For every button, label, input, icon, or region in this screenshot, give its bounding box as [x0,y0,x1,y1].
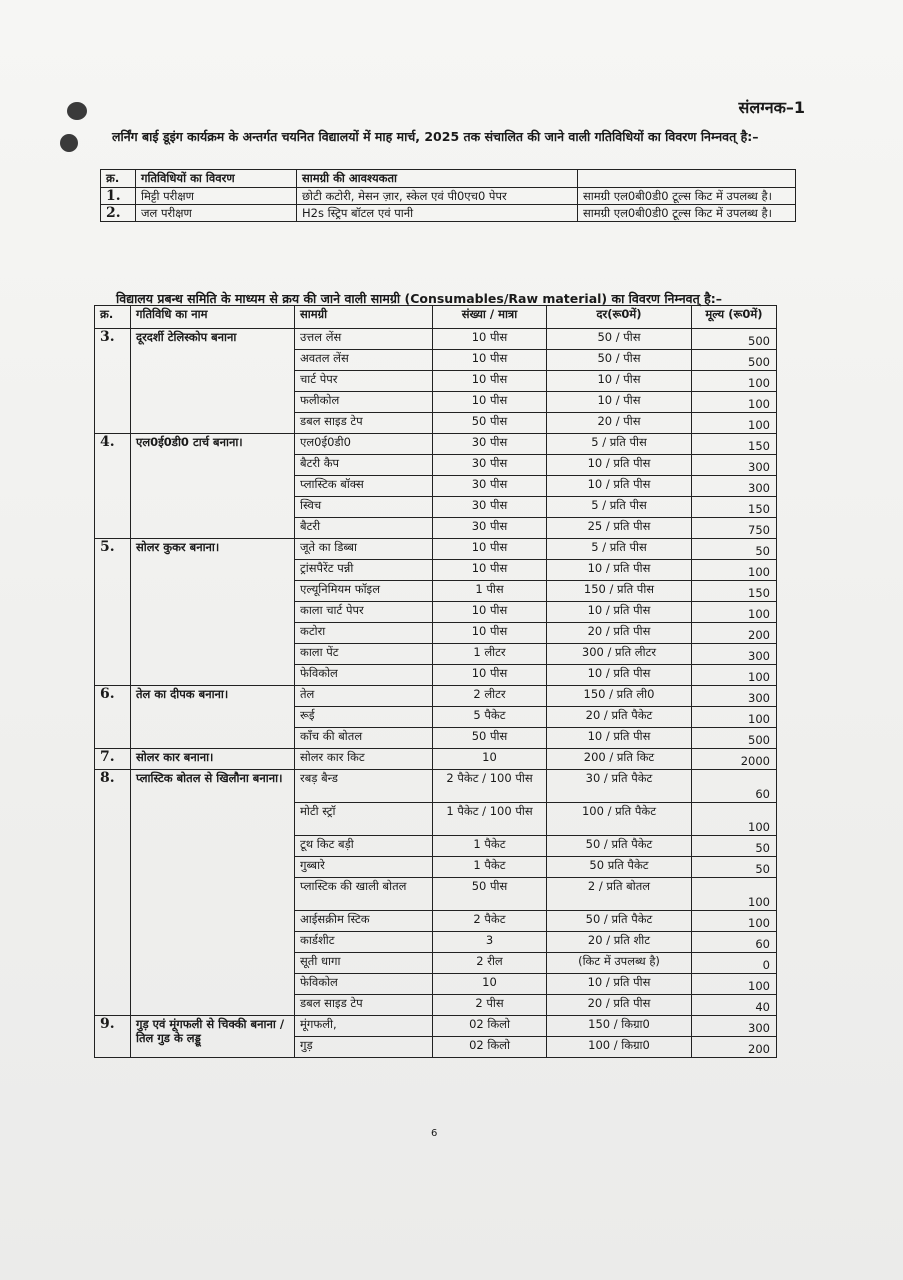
row-qty: 50 पीस [433,413,547,434]
row-material: रबड़ बैन्ड [295,770,433,803]
row-rate: 50 / प्रति पैकेट [547,911,692,932]
row-rate: 20 / प्रति पैकेट [547,707,692,728]
row-rate: 20 / प्रति शीट [547,932,692,953]
page-number: 6 [431,1128,438,1139]
table-row [95,434,777,455]
row-qty: 10 [433,974,547,995]
row-qty: 2 पीस [433,995,547,1016]
table-row [95,1016,777,1037]
row-activity: मिट्टी परीक्षण [136,188,297,205]
row-value: 500 [692,728,777,749]
row-value: 150 [692,497,777,518]
row-rate: 10 / प्रति पीस [547,665,692,686]
row-rate: 100 / किग्रा0 [547,1037,692,1058]
row-value: 60 [692,770,777,803]
row-qty: 3 [433,932,547,953]
row-qty: 10 पीस [433,329,547,350]
row-qty: 1 लीटर [433,644,547,665]
row-rate: 50 प्रति पैकेट [547,857,692,878]
row-value: 60 [692,932,777,953]
row-value: 0 [692,953,777,974]
header-material: सामग्री [295,306,433,329]
row-num: 4. [95,434,131,539]
row-value: 100 [692,560,777,581]
row-material: बैटरी कैप [295,455,433,476]
row-value: 300 [692,476,777,497]
row-value: 40 [692,995,777,1016]
row-qty: 30 पीस [433,455,547,476]
table-row [101,205,796,222]
row-qty: 30 पीस [433,476,547,497]
row-qty: 1 पैकेट [433,836,547,857]
table-row [101,188,796,205]
header-activity: गतिविधियों का विवरण [136,170,297,188]
row-qty: 10 पीस [433,560,547,581]
punch-hole [60,134,78,152]
row-num: 2. [101,205,136,222]
row-rate: 10 / प्रति पीस [547,728,692,749]
row-material: एल0ई0डी0 [295,434,433,455]
row-material: उत्तल लेंस [295,329,433,350]
row-qty: 2 पैकेट / 100 पीस [433,770,547,803]
row-value: 500 [692,350,777,371]
row-rate: 10 / प्रति पीस [547,476,692,497]
row-qty: 2 पैकेट [433,911,547,932]
row-value: 100 [692,665,777,686]
row-material: चार्ट पेपर [295,371,433,392]
row-qty: 02 किलो [433,1016,547,1037]
row-value: 150 [692,581,777,602]
row-material: एल्यूनिमियम फॉइल [295,581,433,602]
row-num: 7. [95,749,131,770]
row-material: डबल साइड टेप [295,413,433,434]
row-qty: 30 पीस [433,518,547,539]
row-value: 200 [692,623,777,644]
annex-label: संलग्नक–1 [738,98,805,117]
row-value: 100 [692,878,777,911]
row-qty: 30 पीस [433,497,547,518]
row-value: 300 [692,455,777,476]
row-rate: 5 / प्रति पीस [547,434,692,455]
row-num: 9. [95,1016,131,1058]
row-rate: 300 / प्रति लीटर [547,644,692,665]
row-qty: 10 पीस [433,350,547,371]
row-rate: 10 / प्रति पीस [547,602,692,623]
row-material: कटोरा [295,623,433,644]
row-rate: 200 / प्रति किट [547,749,692,770]
row-rate: 20 / प्रति पीस [547,995,692,1016]
row-qty: 2 लीटर [433,686,547,707]
row-activity: सोलर कार बनाना। [131,749,295,770]
row-note: सामग्री एल0बी0डी0 टूल्स किट में उपलब्ध है। [578,205,796,222]
row-value: 100 [692,602,777,623]
row-qty: 50 पीस [433,878,547,911]
header-rate: दर(रू0में) [547,306,692,329]
row-material: बैटरी [295,518,433,539]
row-material: डबल साइड टेप [295,995,433,1016]
row-material: अवतल लेंस [295,350,433,371]
row-material: कार्डशीट [295,932,433,953]
row-rate: 10 / पीस [547,371,692,392]
row-material: रूई [295,707,433,728]
row-qty: 10 पीस [433,665,547,686]
row-rate: 50 / पीस [547,350,692,371]
row-rate: 10 / पीस [547,392,692,413]
row-qty: 10 [433,749,547,770]
row-material: फेविकोल [295,665,433,686]
row-num: 5. [95,539,131,686]
header-qty: संख्या / मात्रा [433,306,547,329]
row-value: 150 [692,434,777,455]
punch-hole [67,102,87,120]
header-activity: गतिविधि का नाम [131,306,295,329]
row-value: 200 [692,1037,777,1058]
row-rate: 10 / प्रति पीस [547,455,692,476]
row-value: 100 [692,392,777,413]
table2-title: विद्यालय प्रबन्ध समिति के माध्यम से क्रय की जाने वाली सामग्री (Consumables/Raw material) का विवरण निम्नवत् है:– [116,291,722,306]
row-rate: (किट में उपलब्ध है) [547,953,692,974]
row-value: 300 [692,644,777,665]
header-material: सामग्री की आवश्यकता [297,170,578,188]
row-rate: 2 / प्रति बोतल [547,878,692,911]
row-value: 50 [692,836,777,857]
row-num: 1. [101,188,136,205]
row-material: स्विच [295,497,433,518]
header-note [578,170,796,188]
row-material: सूती धागा [295,953,433,974]
row-material: मूंगफली, [295,1016,433,1037]
row-rate: 30 / प्रति पैकेट [547,770,692,803]
row-num: 8. [95,770,131,1016]
row-rate: 150 / प्रति पीस [547,581,692,602]
row-activity: एल0ई0डी0 टार्च बनाना। [131,434,295,539]
row-material: टूथ किट बड़ी [295,836,433,857]
table-row [95,329,777,350]
row-value: 100 [692,413,777,434]
row-rate: 5 / प्रति पीस [547,539,692,560]
row-activity: तेल का दीपक बनाना। [131,686,295,749]
row-activity: गुड़ एवं मूंगफली से चिक्की बनाना / तिल गुड के लड्डू [131,1016,295,1058]
row-material: प्लास्टिक बॉक्स [295,476,433,497]
row-material: ट्रांसपैरेंट पन्नी [295,560,433,581]
row-material: तेल [295,686,433,707]
row-material: मोटी स्ट्रॉ [295,803,433,836]
row-material: आईसक्रीम स्टिक [295,911,433,932]
table-row [95,686,777,707]
row-qty: 10 पीस [433,371,547,392]
intro-text: लर्निंग बाई डूइंग कार्यक्रम के अन्तर्गत चयनित विद्यालयों में माह मार्च, 2025 तक संचालित की जाने वाली गतिविधियों का विवरण निम्नवत् है:– [112,129,759,144]
row-value: 750 [692,518,777,539]
row-value: 100 [692,371,777,392]
table-row [95,770,777,803]
row-activity: दूरदर्शी टेलिस्कोप बनाना [131,329,295,434]
row-rate: 20 / प्रति पीस [547,623,692,644]
row-material: प्लास्टिक की खाली बोतल [295,878,433,911]
row-qty: 2 रील [433,953,547,974]
row-activity: जल परीक्षण [136,205,297,222]
row-qty: 1 पीस [433,581,547,602]
row-num: 3. [95,329,131,434]
row-material: कॉंच की बोतल [295,728,433,749]
row-activity: सोलर कुकर बनाना। [131,539,295,686]
row-qty: 02 किलो [433,1037,547,1058]
row-material: गुब्बारे [295,857,433,878]
row-qty: 50 पीस [433,728,547,749]
row-rate: 10 / प्रति पीस [547,560,692,581]
row-rate: 10 / प्रति पीस [547,974,692,995]
row-rate: 150 / किग्रा0 [547,1016,692,1037]
row-value: 100 [692,803,777,836]
row-note: सामग्री एल0बी0डी0 टूल्स किट में उपलब्ध है। [578,188,796,205]
row-qty: 10 पीस [433,392,547,413]
row-material: गुड़ [295,1037,433,1058]
row-value: 50 [692,539,777,560]
row-qty: 10 पीस [433,539,547,560]
row-rate: 5 / प्रति पीस [547,497,692,518]
row-rate: 50 / पीस [547,329,692,350]
row-rate: 100 / प्रति पैकेट [547,803,692,836]
activities-table [100,169,796,222]
row-value: 2000 [692,749,777,770]
row-value: 100 [692,707,777,728]
row-value: 50 [692,857,777,878]
row-material: काला पेंट [295,644,433,665]
table-row [95,539,777,560]
header-num: क्र. [101,170,136,188]
row-material: H2s स्ट्रिप बॉटल एवं पानी [297,205,578,222]
row-rate: 150 / प्रति ली0 [547,686,692,707]
row-num: 6. [95,686,131,749]
row-qty: 1 पैकेट [433,857,547,878]
table-row [95,749,777,770]
row-value: 100 [692,911,777,932]
row-material: फलीकोल [295,392,433,413]
row-material: छोटी कटोरी, मेसन ज़ार, स्केल एवं पी0एच0 पेपर [297,188,578,205]
row-qty: 30 पीस [433,434,547,455]
row-material: सोलर कार किट [295,749,433,770]
row-material: काला चार्ट पेपर [295,602,433,623]
header-num: क्र. [95,306,131,329]
row-qty: 1 पैकेट / 100 पीस [433,803,547,836]
materials-table [94,305,777,1058]
header-value: मूल्य (रू0में) [692,306,777,329]
row-activity: प्लास्टिक बोतल से खिलौना बनाना। [131,770,295,1016]
row-qty: 10 पीस [433,602,547,623]
row-qty: 5 पैकेट [433,707,547,728]
row-material: जूते का डिब्बा [295,539,433,560]
row-value: 300 [692,1016,777,1037]
row-value: 500 [692,329,777,350]
row-value: 300 [692,686,777,707]
row-material: फेविकोल [295,974,433,995]
row-value: 100 [692,974,777,995]
row-qty: 10 पीस [433,623,547,644]
row-rate: 25 / प्रति पीस [547,518,692,539]
row-rate: 50 / प्रति पैकेट [547,836,692,857]
row-rate: 20 / पीस [547,413,692,434]
